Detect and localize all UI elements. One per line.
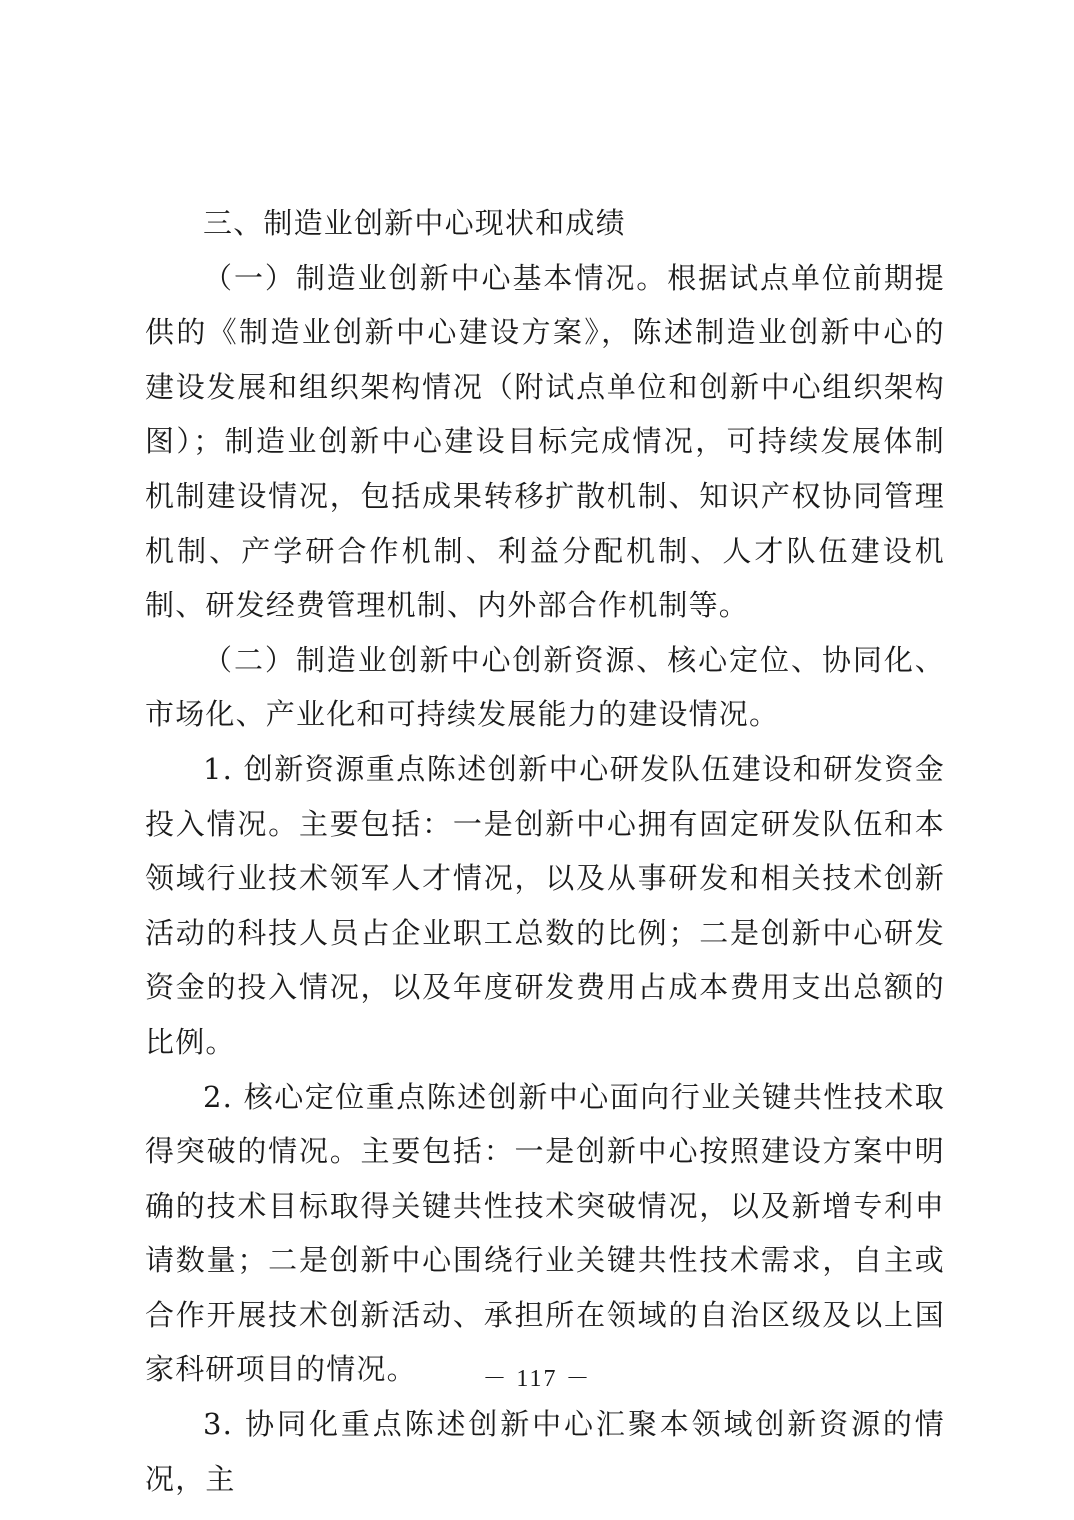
- paragraph-collaboration: 3. 协同化重点陈述创新中心汇聚本领域创新资源的情况，主: [145, 1407, 945, 1496]
- paragraph-capability: （二）制造业创新中心创新资源、核心定位、协同化、市场化、产业化和可持续发展能力的建设情况。: [145, 642, 945, 732]
- section-heading: 三、制造业创新中心现状和成绩: [203, 206, 626, 240]
- page-number: － 117 －: [482, 1366, 592, 1392]
- paragraph-innovation-resources: 1. 创新资源重点陈述创新中心研发队伍建设和研发资金投入情况。主要包括：一是创新中心拥有固定研发队伍和本领域行业技术领军人才情况，以及从事研发和相关技术创新活动的科技人员占企业职工总数的比例；二是创新中心研发资金的投入情况，以及年度研发费用占成本费用支出总额的比例。: [145, 751, 945, 1059]
- paragraph-core-positioning: 2. 核心定位重点陈述创新中心面向行业关键共性技术取得突破的情况。主要包括：一是创新中心按照建设方案中明确的技术目标取得关键共性技术突破情况，以及新增专利申请数量；二是创新中心围绕行业关键共性技术需求，自主或合作开展技术创新活动、承担所在领域的自治区级及以上国家科研项目的情况。: [145, 1079, 945, 1387]
- document-body: [145, 196, 945, 1506]
- paragraph-basic-info: （一）制造业创新中心基本情况。根据试点单位前期提供的《制造业创新中心建设方案》，陈述制造业创新中心的建设发展和组织架构情况（附试点单位和创新中心组织架构图）；制造业创新中心建设目标完成情况，可持续发展体制机制建设情况，包括成果转移扩散机制、知识产权协同管理机制、产学研合作机制、利益分配机制、人才队伍建设机制、研发经费管理机制、内外部合作机制等。: [145, 260, 945, 623]
